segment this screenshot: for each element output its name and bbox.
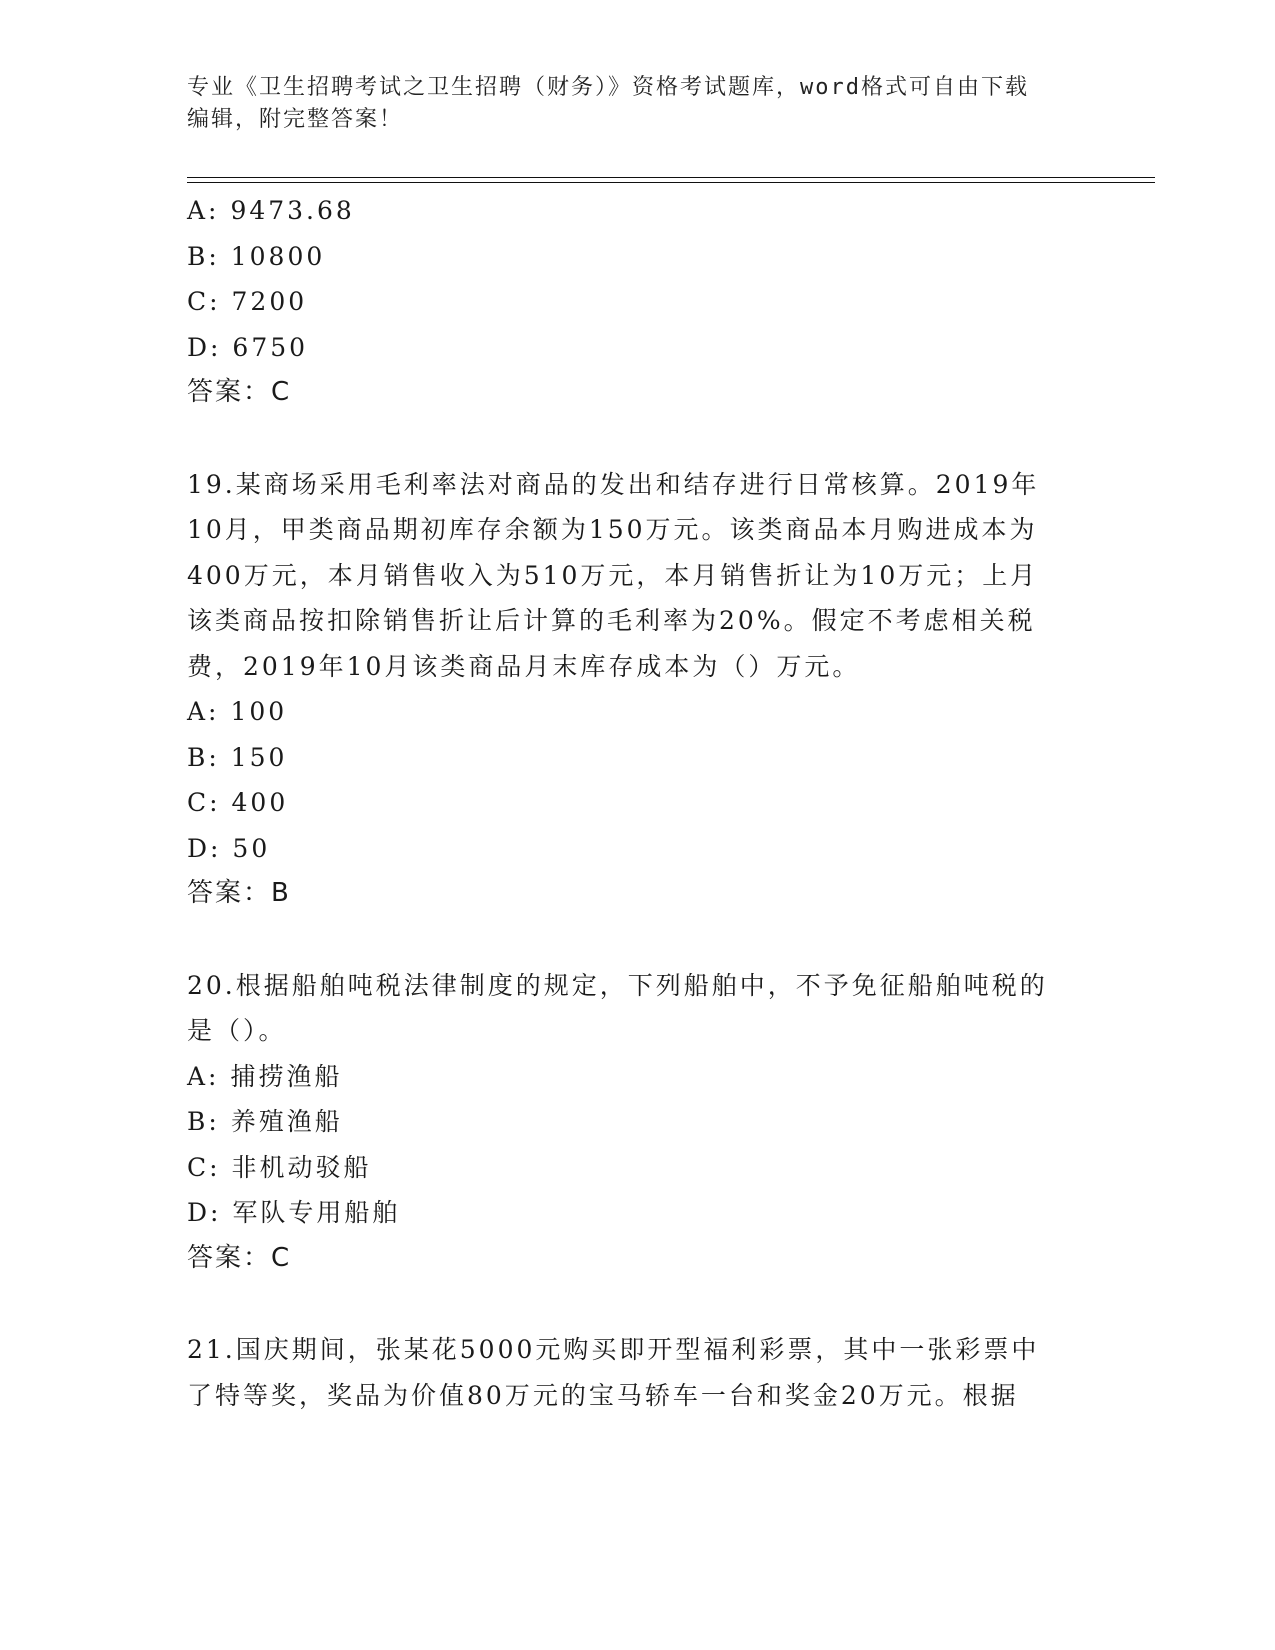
header-line-2: 编辑，附完整答案！ bbox=[187, 107, 404, 132]
question-19-text bbox=[187, 462, 1087, 690]
question-20-block bbox=[187, 963, 1087, 1282]
option-d: D: 6750 bbox=[187, 332, 309, 362]
question-text-line: 10月，甲类商品期初库存余额为150万元。该类商品本月购进成本为 bbox=[187, 515, 1038, 544]
question-text-line: 19.某商场采用毛利率法对商品的发出和结存进行日常核算。2019年 bbox=[187, 469, 1040, 499]
header-line-1: 专业《卫生招聘考试之卫生招聘（财务）》资格考试题库，word格式可自由下载 bbox=[187, 75, 1029, 100]
option-c: C: 非机动驳船 bbox=[187, 1152, 372, 1182]
option-c: C: 400 bbox=[187, 788, 289, 817]
document-content bbox=[187, 188, 1087, 1418]
option-a: A: 100 bbox=[187, 697, 288, 726]
question-text-line: 400万元，本月销售收入为510万元，本月销售折让为10万元；上月 bbox=[187, 560, 1039, 590]
question-text-line: 费，2019年10月该类商品月末库存成本为（）万元。 bbox=[187, 651, 861, 681]
option-d: D: 50 bbox=[187, 833, 271, 863]
spacer bbox=[187, 917, 1087, 963]
question-text-line: 该类商品按扣除销售折让后计算的毛利率为20%。假定不考虑相关税 bbox=[187, 606, 1036, 635]
answer-line: 答案：C bbox=[187, 377, 292, 407]
option-a: A: 捕捞渔船 bbox=[187, 1061, 343, 1091]
option-c: C: 7200 bbox=[187, 287, 308, 316]
question-19-block bbox=[187, 462, 1087, 917]
header-divider-bottom bbox=[187, 182, 1155, 183]
option-b: B: 150 bbox=[187, 742, 288, 772]
answer-line: 答案：C bbox=[187, 1242, 292, 1273]
prev-question-block bbox=[187, 188, 1087, 416]
question-text-line: 了特等奖，奖品为价值80万元的宝马轿车一台和奖金20万元。根据 bbox=[187, 1380, 1019, 1410]
spacer bbox=[187, 1281, 1087, 1327]
header-divider-top bbox=[187, 177, 1155, 178]
question-21-block bbox=[187, 1327, 1087, 1418]
answer-line: 答案：B bbox=[187, 878, 291, 908]
question-20-text bbox=[187, 963, 1087, 1054]
question-21-text bbox=[187, 1327, 1087, 1418]
spacer bbox=[187, 416, 1087, 462]
question-text-line: 21.国庆期间，张某花5000元购买即开型福利彩票，其中一张彩票中 bbox=[187, 1335, 1040, 1364]
option-a: A: 9473.68 bbox=[187, 196, 355, 225]
option-b: B: 10800 bbox=[187, 241, 326, 271]
document-header bbox=[187, 72, 1077, 136]
question-text-line: 20.根据船舶吨税法律制度的规定，下列船舶中，不予免征船舶吨税的 bbox=[187, 970, 1048, 1000]
option-d: D: 军队专用船舶 bbox=[187, 1198, 401, 1227]
question-text-line: 是（）。 bbox=[187, 1016, 287, 1045]
option-b: B: 养殖渔船 bbox=[187, 1107, 343, 1136]
